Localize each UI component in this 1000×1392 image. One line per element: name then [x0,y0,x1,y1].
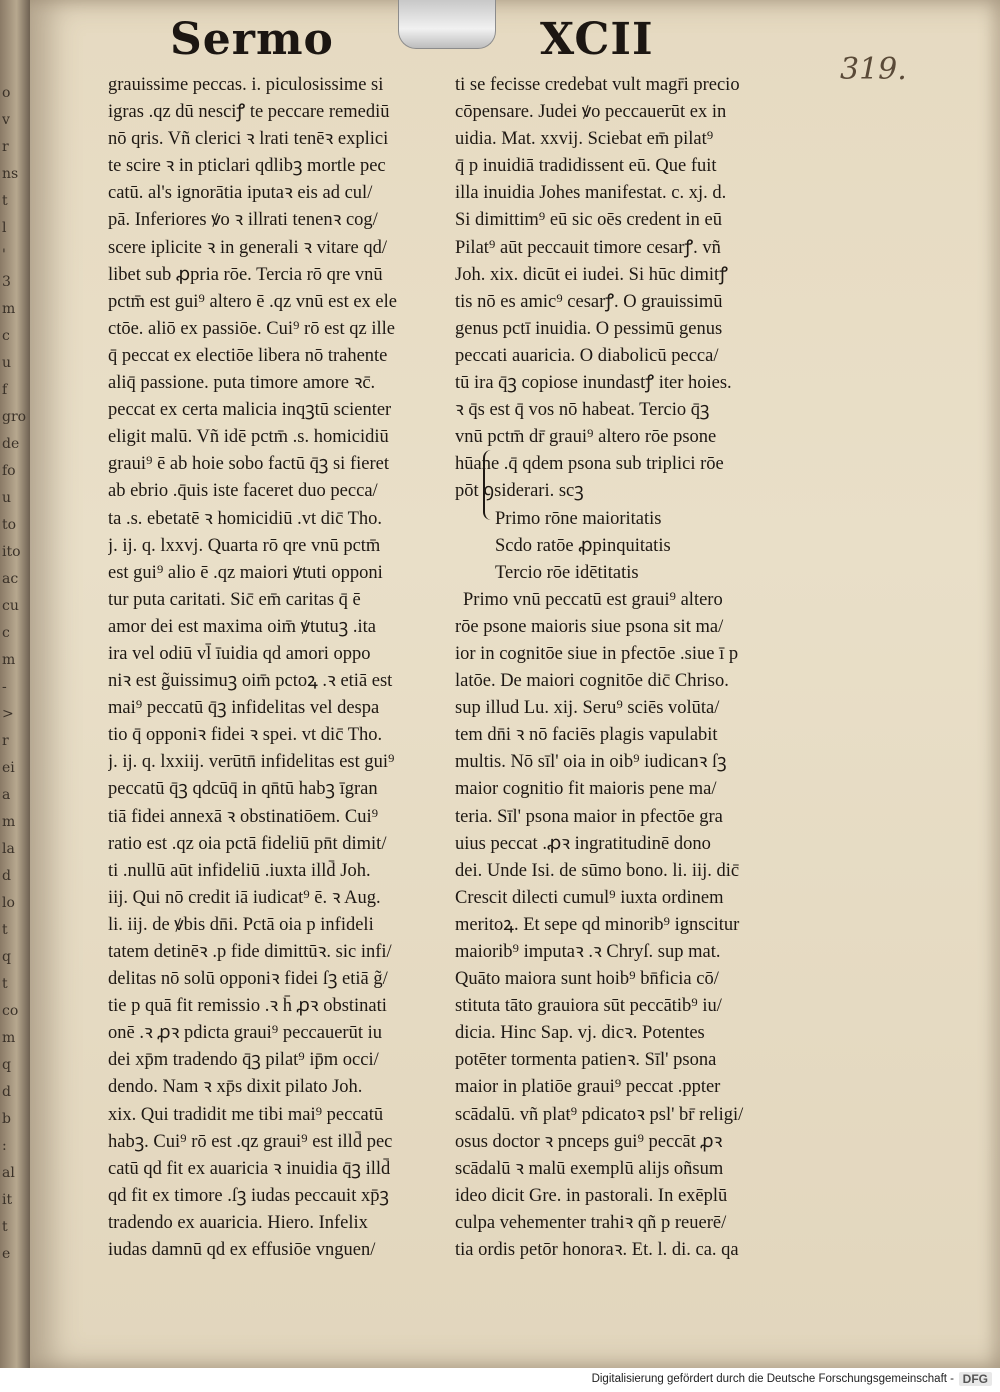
text-line: peccat ex certa malicia inqꝫtū scienter [108,400,392,421]
running-header: Sermo [170,14,334,65]
text-line: peccatū q̄ꝫ qdcūq̄ in qn̄tū habꝫ īgran [108,779,378,800]
text-line: ideo dicit Gre. in pastorali. In exēplū [455,1185,728,1206]
text-line: latōe. De maiori cognitōe dic̄ Chriso. [455,671,729,692]
text-line: ti se fecisse credebat vult magr̄i precio [455,75,740,95]
text-line: amor dei est maxima oim̄ ꝟtutuꝫ .ita [108,616,376,637]
text-line: potēter tormenta patienꝛ. Sīl' psona [455,1050,717,1071]
text-line: dei. Unde Isi. de sūmo bono. li. iij. dic̄ [455,860,740,881]
text-line: Primo vnū peccatū est graui⁹ altero [463,589,723,610]
text-column-left [108,72,458,1264]
text-line: est gui⁹ alio ē .qz maiori ꝟtuti opponi [108,562,383,583]
text-line: libet sub ꝓpria rōe. Tercia rō qre vnū [108,264,383,285]
text-line: dendo. Nam ꝛ xp̄s dixit pilato Joh. [108,1077,363,1098]
page-clip [398,0,496,49]
text-line: ctōe. aliō ex passiōe. Cui⁹ rō est qz ille [108,318,395,339]
text-line: ab ebrio .q̄uis iste faceret duo pecca/ [108,481,378,502]
text-line: scādalū. vñ plat⁹ pdicatoꝛ psl' br̄ religi/ [455,1104,744,1125]
text-line: ira vel odiū vl̄ īuidia qd amori oppo [108,643,371,664]
text-line: Quāto maiora sunt hoib⁹ bn̄ficia cō/ [455,969,719,990]
text-line: osus doctor ꝛ pnceps gui⁹ peccāt ꝓꝛ [455,1131,723,1152]
text-line: tū ira q̄ꝫ copiose inundastꝭ iter hoies. [455,373,732,394]
text-line: onē .ꝛ ꝓꝛ pdicta graui⁹ peccauerūt iu [108,1023,382,1044]
text-line: te scire ꝛ in pticlari qdlibꝫ mortle pec [108,156,386,177]
text-line: maior cognitio fit maioris pene ma/ [455,779,717,800]
text-line: meritoꝝ. Et sepe qd minorib⁹ ignscitur [455,914,740,935]
text-line: delitas nō solū opponiꝛ fidei ſꝫ etiā g̃/ [108,969,388,990]
folio-number: XCII [540,14,654,65]
text-line: graui⁹ ē ab hoie sobo factū q̄ꝫ si fieret [108,454,389,475]
text-line: uius peccat .ꝓꝛ ingratitudinē dono [455,833,711,854]
text-line: niꝛ est g̃uissimuꝫ oim̄ pctoꝝ .ꝛ etiā est [108,671,393,692]
text-line: dicia. Hinc Sap. vj. dicꝛ. Potentes [455,1023,705,1044]
text-line: igras .qz dū nesciꝭ te peccare remediū [108,102,390,123]
funding-credit: Digitalisierung gefördert durch die Deutsche Forschungsgemeinschaft - [591,1373,954,1385]
text-column-right [455,72,825,1264]
text-line: ti .nullū aūt infideliū .iuxta illd̄ Joh. [108,860,371,881]
text-line: mai⁹ peccatū q̄ꝫ infidelitas vel despa [108,698,380,719]
text-line: xix. Qui tradidit me tibi mai⁹ peccatū [108,1104,384,1125]
text-line: tradendo ex auaricia. Hiero. Infelix [108,1212,368,1233]
outline-bracket [483,450,495,520]
text-line: Tercio rōe idētitatis [495,562,639,583]
text-line: vnū pctm̄ dr̄ graui⁹ altero rōe psone [455,427,717,448]
text-line: maior in platiōe graui⁹ peccat .ppter [455,1077,721,1098]
text-line: peccati auaricia. O diabolicū pecca/ [455,345,719,366]
text-line: catū. al's ignorātia iputaꝛ eis ad cul/ [108,183,373,204]
text-line: eligit malū. Vñ idē pctm̄ .s. homicidiū [108,427,389,448]
footer-bar [0,1368,1000,1392]
text-line: qd fit ex timore .ſꝫ iudas peccauit xp̄ꝫ [108,1185,389,1206]
text-line: tiā fidei annexā ꝛ obstinatiōem. Cui⁹ [108,806,379,827]
text-line: ratio est .qz oia pctā fideliū pn̄t dimit/ [108,833,387,854]
text-line: q̄ p inuidiā tradidissent eū. Que fuit [455,156,717,177]
text-line: pā. Inferiores ꝟo ꝛ illrati tenenꝛ cog/ [108,210,378,231]
text-line: tie p quā fit remissio .ꝛ h̄ ꝓꝛ obstinati [108,996,387,1017]
text-line: Si dimittim⁹ eū sic oēs credent in eū [455,210,722,231]
text-line: Joh. xix. dicūt ei iudei. Si hūc dimitꝭ [455,264,728,285]
text-line: tem dn̄i ꝛ nō faciēs plagis vapulabit [455,725,718,746]
text-line: uidia. Mat. xxvij. Sciebat em̄ pilat⁹ [455,129,714,150]
text-line: sup illud Lu. xij. Seru⁹ sciēs volūta/ [455,698,720,719]
text-line: tatem detinēꝛ .p fide dimittūꝛ. sic infi/ [108,942,392,962]
text-line: hūane .q̄ qdem psona sub triplici rōe [455,454,724,475]
text-line: nō qris. Vñ clerici ꝛ lrati tenēꝛ explici [108,129,389,150]
text-line: j. ij. q. lxxvj. Quarta rō qre vnū pctm̄ [108,535,381,556]
text-line: aliq̄ passione. puta timore amore ꝛc̄. [108,373,376,394]
text-line: ta .s. ebetatē ꝛ homicidiū .vt dic̄ Tho. [108,508,383,529]
text-line: pctm̄ est gui⁹ altero ē .qz vnū est ex ele [108,291,397,312]
text-line: catū qd fit ex auaricia ꝛ inuidia q̄ꝫ illd̄ [108,1158,391,1179]
text-line: rōe psone maioris siue psona sit ma/ [455,616,724,637]
text-line: li. iij. de ꝟbis dn̄i. Pctā oia p infideli [108,914,374,935]
text-line: cōpensare. Judei ꝟo peccauerūt ex in [455,102,727,123]
text-line: iij. Qui nō credit iā iudicat⁹ ē. ꝛ Aug. [108,887,381,908]
text-line: Crescit dilecti cumul⁹ iuxta ordinem [455,887,724,908]
text-line: maiorib⁹ imputaꝛ .ꝛ Chryſ. sup mat. [455,942,721,962]
page [30,0,1000,1368]
text-line: multis. Nō sīl' oia in oib⁹ iudicanꝛ ſꝫ [455,752,727,773]
text-line: scādalū ꝛ malū exemplū alijs oñsum [455,1158,724,1179]
text-line: illa inuidia Johes manifestat. c. xj. d. [455,183,727,204]
handwritten-page-number: 319. [840,52,907,87]
text-line: culpa vehementer trahiꝛ qñ p reuerē/ [455,1212,727,1233]
text-line: q̄ peccat ex electiōe libera nō trahente [108,345,388,366]
text-line: j. ij. q. lxxiij. verūtn̄ infidelitas est gui⁹ [108,752,395,773]
text-line: genus pctī inuidia. O pessimū genus [455,318,723,339]
text-line: scere iplicite ꝛ in generali ꝛ vitare qd/ [108,237,387,258]
text-line: ior in cognitōe siue in pfectōe .siue ī p [455,643,739,664]
text-line: pōt ꝯsiderari. scꝫ [455,481,584,502]
book-gutter [0,0,30,1368]
text-line: grauissime peccas. i. piculosissime si [108,75,384,95]
text-line: tur puta caritati. Sic̄ em̄ caritas q̄ ē [108,589,361,610]
text-line: ꝛ q̄s est q̄ vos nō habeat. Tercio q̄ꝫ [455,400,710,421]
text-line: tis nō es amic⁹ cesarꝭ. O grauissimū [455,291,723,312]
text-line: Scdo ratōe ꝓpinquitatis [495,535,671,556]
text-line: tia ordis petōr honoraꝛ. Et. l. di. ca. qa [455,1240,739,1261]
text-line: tio q̄ opponiꝛ fidei ꝛ spei. vt dic̄ Tho. [108,725,383,746]
dfg-logo: DFG [959,1372,992,1386]
text-line: habꝫ. Cui⁹ rō est .qz graui⁹ est illd̄ pec [108,1131,393,1152]
text-line: teria. Sīl' psona maior in pfectōe gra [455,806,723,827]
text-line: stituta tāto grauiora sūt peccātib⁹ iu/ [455,996,722,1017]
text-line: Primo rōne maioritatis [495,508,662,529]
text-line: iudas damnū qd ex effusiōe vnguen/ [108,1240,376,1261]
text-line: dei xp̄m tradendo q̄ꝫ pilat⁹ ip̄m occi/ [108,1050,379,1071]
text-line: Pilat⁹ aūt peccauit timore cesarꝭ. vñ [455,237,721,258]
gutter-text-fragments: o v r ns t l ' 3 m c u f gro de fo u to ito ac cu c m - > r ei a m la d lo t q t co m q d b : al it t e [2,85,26,1262]
